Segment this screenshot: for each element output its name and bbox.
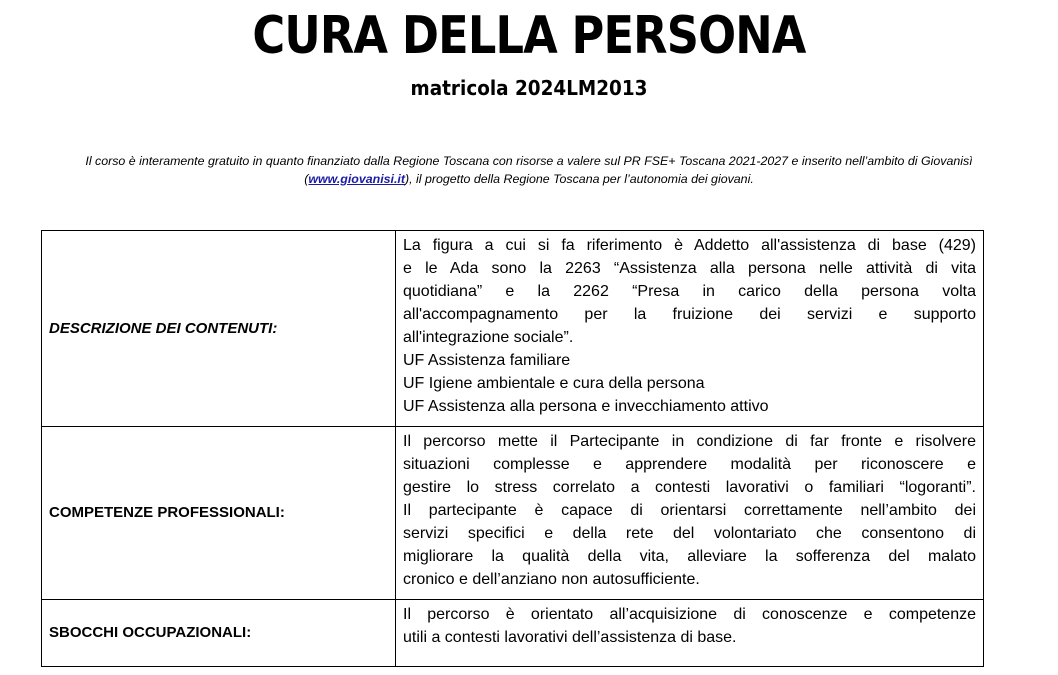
giovanisi-link[interactable]: www.giovanisi.it	[308, 172, 405, 186]
description-line: La figura a cui si fa riferimento è Addetto all'assistenza di base (429)	[403, 237, 976, 254]
competences-line: gestire lo stress correlato a contesti lavorativi o familiari “logoranti”.	[403, 479, 976, 496]
employment-line: utili a contesti lavorativi dell’assistenza di base.	[403, 629, 737, 646]
list-item: UF Igiene ambientale e cura della persona	[403, 375, 705, 392]
funding-notice	[40, 152, 1018, 188]
course-info-table	[41, 230, 984, 667]
description-content	[396, 231, 984, 427]
competences-line: cronico e dell’anziano non autosufficiente.	[403, 571, 700, 588]
competences-label: COMPETENZE PROFESSIONALI:	[42, 427, 396, 600]
description-line: quotidiana” e la 2262 “Presa in carico della persona volta	[403, 283, 976, 300]
competences-content	[396, 427, 984, 600]
page-title: CURA DELLA PERSONA	[252, 6, 806, 66]
table-row	[42, 600, 984, 667]
employment-content	[396, 600, 984, 667]
employment-line: Il percorso è orientato all’acquisizione di conoscenze e competenze	[403, 606, 976, 623]
competences-line: servizi specifici e della rete del volontariato che consentono di	[403, 525, 976, 542]
course-code: matricola 2024LM2013	[410, 76, 648, 100]
table-row	[42, 231, 984, 427]
competences-line: migliorare la qualità della vita, alleviare la sofferenza del malato	[403, 548, 976, 565]
description-line: all'integrazione sociale”.	[403, 329, 574, 346]
notice-text-start: Il corso è interamente gratuito in quanto finanziato dalla Regione Toscana con risorse a valere sul PR FSE+ Toscana 2021-2027 e inserito nell’ambito di Giovanisì (	[85, 154, 973, 186]
table-row	[42, 427, 984, 600]
competences-line: Il percorso mette il Partecipante in condizione di far fronte e risolvere	[403, 433, 976, 450]
competences-line: situazioni complesse e apprendere modalità per riconoscere e	[403, 456, 976, 473]
description-line: all'accompagnamento per la fruizione dei servizi e supporto	[403, 306, 976, 323]
list-item: UF Assistenza alla persona e invecchiamento attivo	[403, 398, 769, 415]
employment-label: SBOCCHI OCCUPAZIONALI:	[42, 600, 396, 667]
description-label: DESCRIZIONE DEI CONTENUTI:	[42, 231, 396, 427]
competences-line: Il partecipante è capace di orientarsi correttamente nell’ambito dei	[403, 502, 976, 519]
notice-text-end: ), il progetto della Regione Toscana per l’autonomia dei giovani.	[405, 172, 754, 186]
description-line: e le Ada sono la 2263 “Assistenza alla persona nelle attività di vita	[403, 260, 976, 277]
list-item: UF Assistenza familiare	[403, 352, 571, 369]
